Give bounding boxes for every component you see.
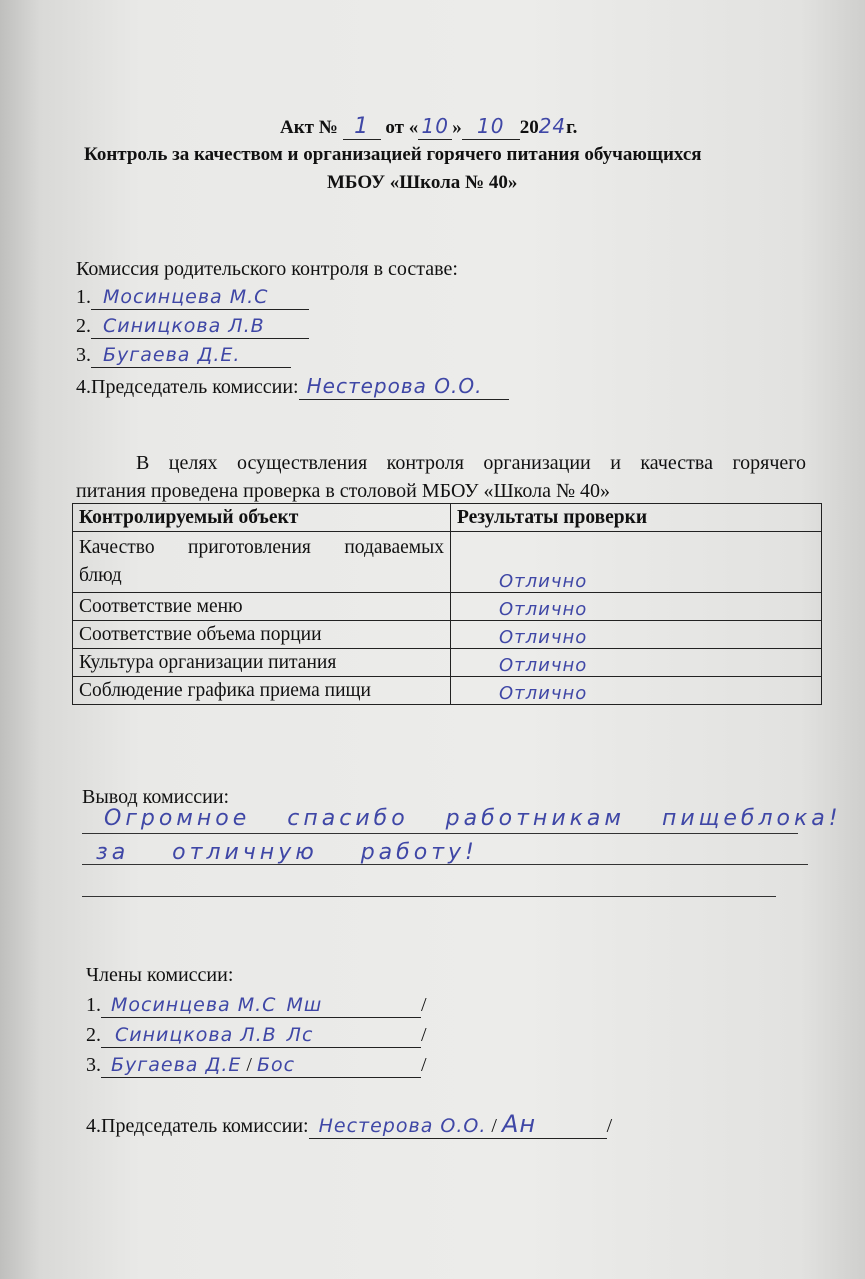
signed-member-1: 1. Мосинцева М.С Мш /	[86, 994, 427, 1016]
row-object-5: Соблюдение графика приема пищи	[73, 677, 451, 705]
conclusion-line-1-text: Огромное спасибо работникам пищеблока!	[104, 806, 842, 831]
table-row	[73, 593, 822, 621]
act-prefix: Акт №	[280, 117, 338, 138]
act-number: 1	[354, 114, 370, 139]
row-object-1: Качество приготовления подаваемых блюд	[73, 532, 451, 593]
members-label: Члены комиссии:	[86, 964, 234, 986]
signature-3: Бос	[256, 1054, 296, 1076]
signature-1: Мш	[286, 994, 323, 1016]
member-2-name: Синицкова Л.В	[103, 315, 265, 337]
conclusion-label: Вывод комиссии:	[82, 786, 230, 808]
conclusion-underline-3	[82, 896, 776, 897]
act-year-suffix: 24	[538, 114, 567, 138]
title-line-2: МБОУ «Школа № 40»	[327, 172, 518, 193]
row-object-3: Соответствие объема порции	[73, 621, 451, 649]
signed-chair: 4.Председатель комиссии: Нестерова О.О. / Ан /	[86, 1110, 613, 1138]
act-day: 10	[421, 114, 449, 138]
intro-line-2: питания проведена проверка в столовой МБОУ «Школа № 40»	[76, 480, 611, 502]
inspection-table	[72, 503, 822, 705]
commission-chair: 4.Председатель комиссии: Нестерова О.О.	[76, 374, 509, 400]
commission-member-2: 2. Синицкова Л.В	[76, 315, 309, 339]
header-results: Результаты проверки	[451, 504, 822, 532]
header-object: Контролируемый объект	[73, 504, 451, 532]
conclusion-underline-2	[82, 864, 808, 865]
row-object-2: Соответствие меню	[73, 593, 451, 621]
table-row	[73, 649, 822, 677]
act-day-close: »	[452, 117, 462, 138]
member-3-name: Бугаева Д.Е.	[103, 344, 241, 366]
commission-member-1: 1. Мосинцева М.С	[76, 286, 309, 310]
row-result-4: Отлично	[451, 649, 822, 677]
row-object-4: Культура организации питания	[73, 649, 451, 677]
conclusion-underline-1	[82, 833, 798, 834]
act-month: 10	[476, 114, 505, 138]
signed-member-3: 3. Бугаева Д.Е / Бос /	[86, 1054, 427, 1076]
act-year-end: г.	[566, 117, 578, 138]
signature-2: Лс	[286, 1024, 314, 1046]
table-row	[73, 621, 822, 649]
act-header	[280, 114, 577, 140]
row-result-2: Отлично	[451, 593, 822, 621]
commission-heading: Комиссия родительского контроля в составе:	[76, 258, 458, 280]
row-result-5: Отлично	[451, 677, 822, 705]
chair-name: Нестерова О.О.	[306, 374, 483, 398]
table-row	[73, 532, 822, 593]
chair-signature: Ан	[501, 1110, 537, 1138]
title-line-1: Контроль за качеством и организацией горячего питания обучающихся	[84, 144, 702, 165]
member-1-name: Мосинцева М.С	[103, 286, 269, 308]
act-year-prefix: 20	[519, 117, 539, 138]
act-from: от «	[385, 117, 419, 138]
conclusion-line-2-text: за отличную работу!	[96, 840, 478, 865]
intro-line-1: В целях осуществления контроля организации и качества горячего	[136, 452, 806, 474]
table-header-row	[73, 504, 822, 532]
table-row	[73, 677, 822, 705]
signed-member-2: 2. Синицкова Л.В Лс /	[86, 1024, 427, 1046]
row-result-3: Отлично	[451, 621, 822, 649]
commission-member-3: 3. Бугаева Д.Е.	[76, 344, 291, 368]
row-result-1: Отлично	[451, 532, 822, 593]
